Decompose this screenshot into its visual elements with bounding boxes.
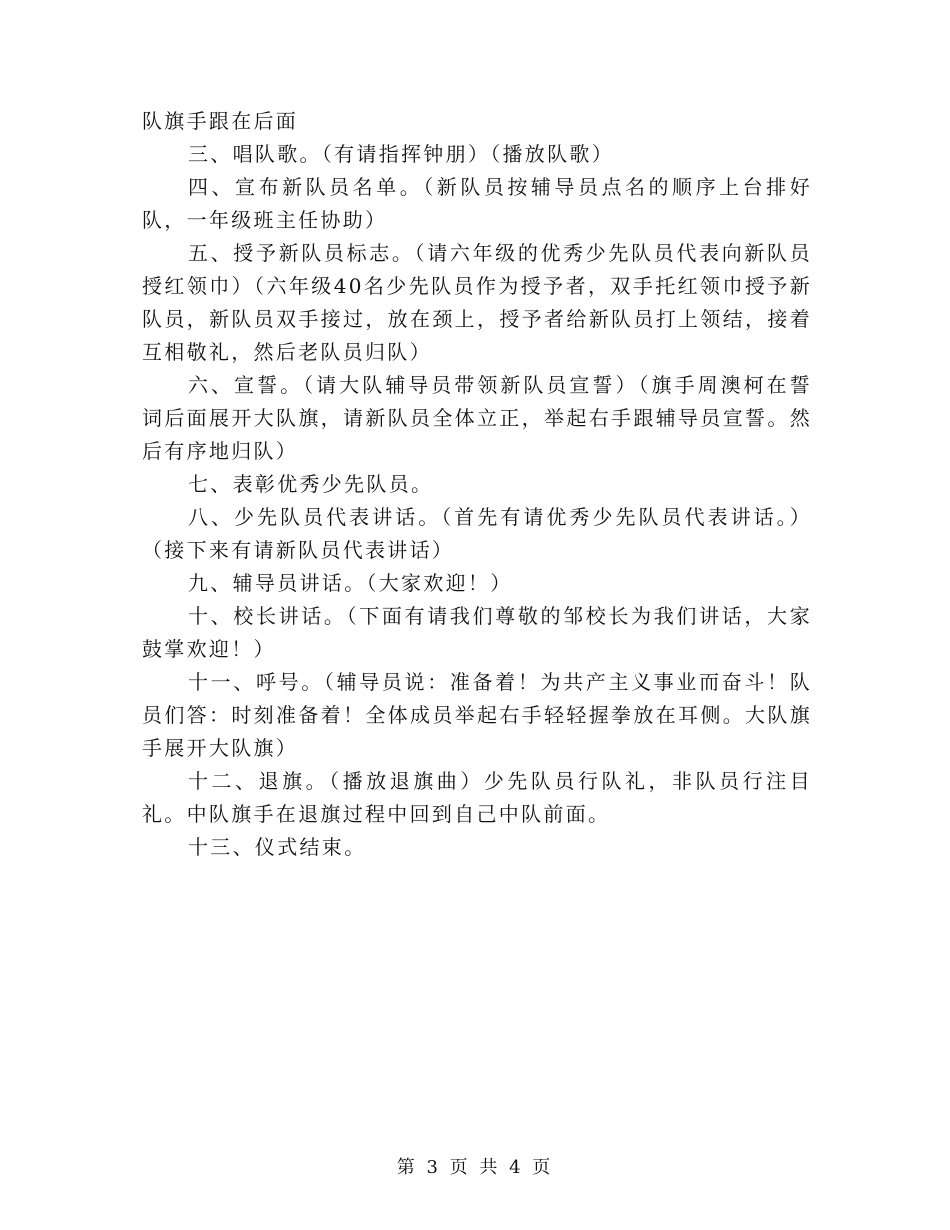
paragraph-9: 十、校长讲话。（下面有请我们尊敬的邹校长为我们讲话，大家鼓掌欢迎！） <box>142 604 812 661</box>
page-number-footer: 第 3 页 共 4 页 <box>396 1157 554 1178</box>
paragraph-7: 八、少先队员代表讲话。（首先有请优秀少先队员代表讲话。）（接下来有请新队员代表讲话） <box>142 505 812 562</box>
paragraph-10: 十一、呼号。（辅导员说：准备着！为共产主义事业而奋斗！队员们答：时刻准备着！全体成员举起右手轻轻握拳放在耳侧。大队旗手展开大队旗） <box>142 670 812 760</box>
paragraph-8: 九、辅导员讲话。（大家欢迎！） <box>188 571 513 595</box>
paragraph-11: 十二、退旗。（播放退旗曲）少先队员行队礼，非队员行注目礼。中队旗手在退旗过程中回到自己中队前面。 <box>142 769 812 826</box>
paragraph-4: 五、授予新队员标志。（请六年级的优秀少先队员代表向新队员授红领巾）（六年级40名少先队员作为授予者，双手托红领巾授予新队员，新队员双手接过，放在颈上，授予者给新队员打上领结，接着互相敬礼，然后老队员归队） <box>142 241 812 364</box>
document-body <box>142 105 812 864</box>
paragraph-5: 六、宣誓。（请大队辅导员带领新队员宣誓）（旗手周澳柯在誓词后面展开大队旗，请新队员全体立正，举起右手跟辅导员宣誓。然后有序地归队） <box>142 373 812 463</box>
paragraph-12: 十三、仪式结束。 <box>188 835 367 859</box>
paragraph-3: 四、宣布新队员名单。（新队员按辅导员点名的顺序上台排好队，一年级班主任协助） <box>142 175 812 232</box>
paragraph-2: 三、唱队歌。（有请指挥钟朋）（播放队歌） <box>188 142 614 166</box>
paragraph-1: 队旗手跟在后面 <box>142 109 299 133</box>
paragraph-6: 七、表彰优秀少先队员。 <box>188 472 434 496</box>
